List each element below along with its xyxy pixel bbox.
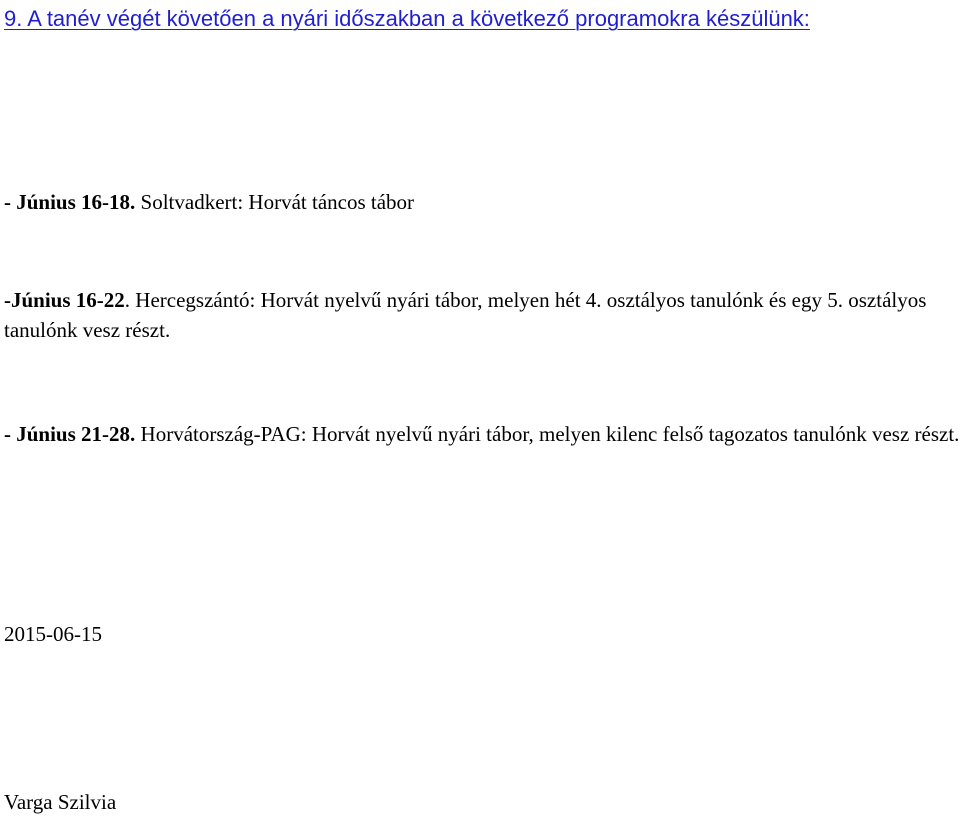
document-page: [4, 0, 960, 818]
program-description: . Hercegszántó: Horvát nyelvű nyári tábor, melyen hét 4. osztályos tanulónk és egy 5. osztályos tanulónk vesz részt.: [4, 288, 927, 342]
program-item: [4, 285, 960, 345]
program-item: [4, 187, 960, 217]
document-date: 2015-06-15: [4, 622, 102, 646]
program-date: - Június 21-28.: [4, 422, 136, 446]
program-date: -Június 16-22: [4, 288, 125, 312]
program-item: [4, 419, 960, 449]
program-description: Soltvadkert: Horvát táncos tábor: [135, 190, 415, 214]
program-description: Horvátország-PAG: Horvát nyelvű nyári tábor, melyen kilenc felső tagozatos tanulónk vesz részt.: [135, 422, 960, 446]
program-date: - Június 16-18.: [4, 190, 136, 214]
signature-name: Varga Szilvia: [4, 790, 117, 814]
section-heading: 9. A tanév végét követően a nyári időszakban a következő programokra készülünk:: [4, 6, 810, 31]
